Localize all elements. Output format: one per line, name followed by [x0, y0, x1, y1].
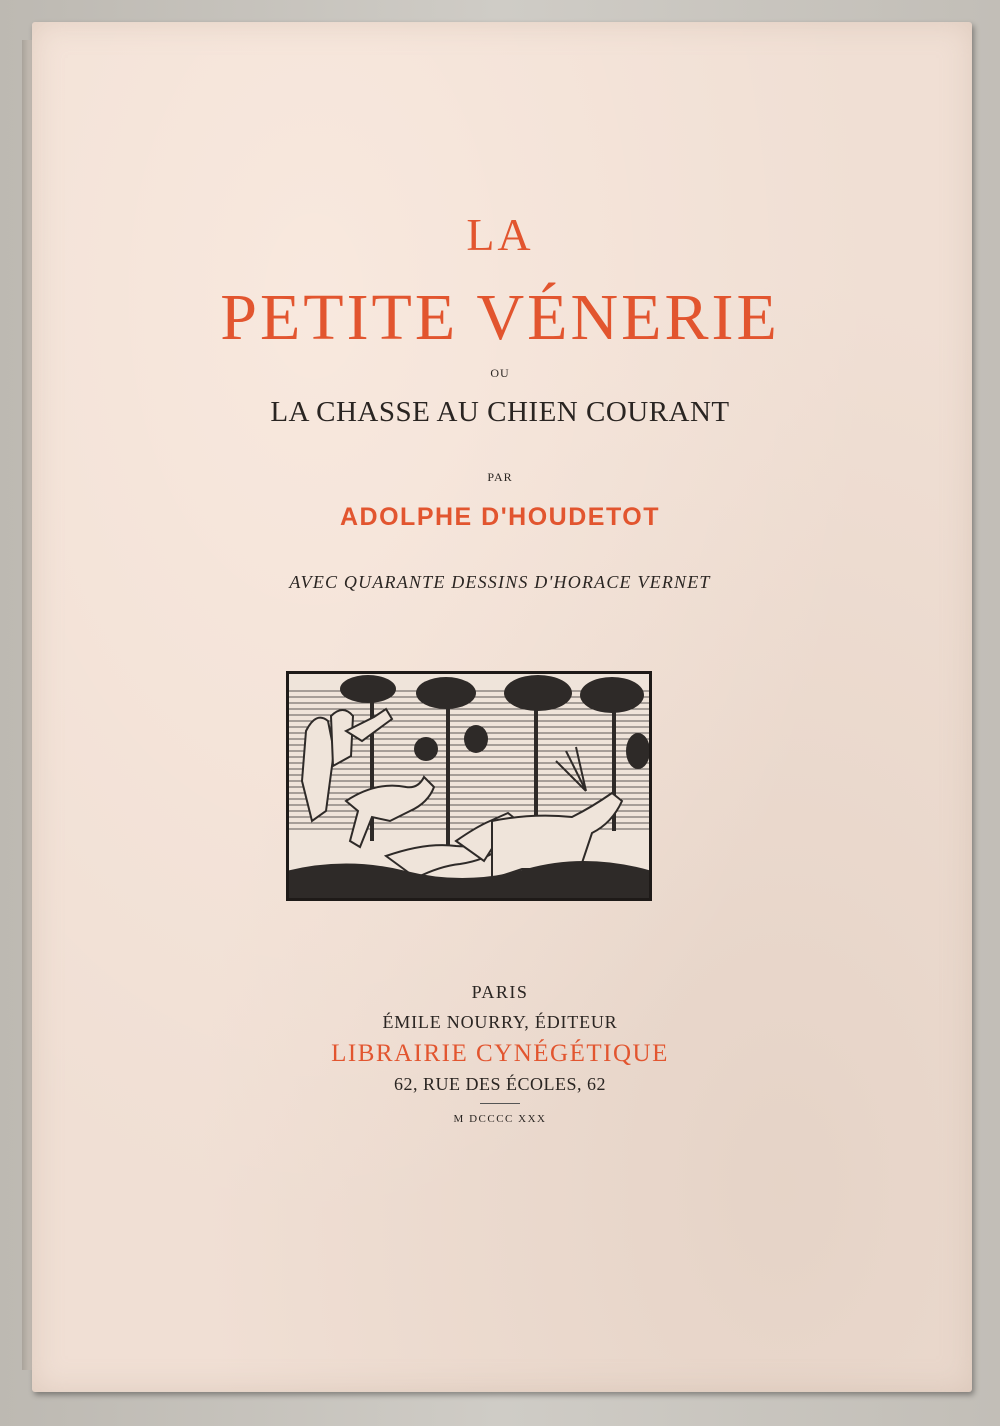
connector-word: OU — [490, 366, 510, 380]
divider-rule — [480, 1103, 520, 1104]
publication-date: M DCCCC XXX — [453, 1113, 547, 1125]
subtitle: LA CHASSE AU CHIEN COURANT — [270, 396, 730, 428]
by-word: PAR — [487, 470, 513, 484]
title-main: PETITE VÉNERIE — [220, 281, 780, 354]
publication-city: PARIS — [471, 982, 529, 1002]
publisher-address: 62, RUE DES ÉCOLES, 62 — [393, 1074, 606, 1094]
illustrations-credit: AVEC QUARANTE DESSINS D'HORACE VERNET — [289, 572, 711, 592]
hunting-woodcut-illustration — [286, 671, 652, 901]
imprint-name: LIBRAIRIE CYNÉGÉTIQUE — [331, 1040, 669, 1067]
author-name: ADOLPHE D'HOUDETOT — [340, 503, 660, 531]
publisher-name: ÉMILE NOURRY, ÉDITEUR — [382, 1012, 618, 1032]
title-top: LA — [466, 209, 534, 260]
